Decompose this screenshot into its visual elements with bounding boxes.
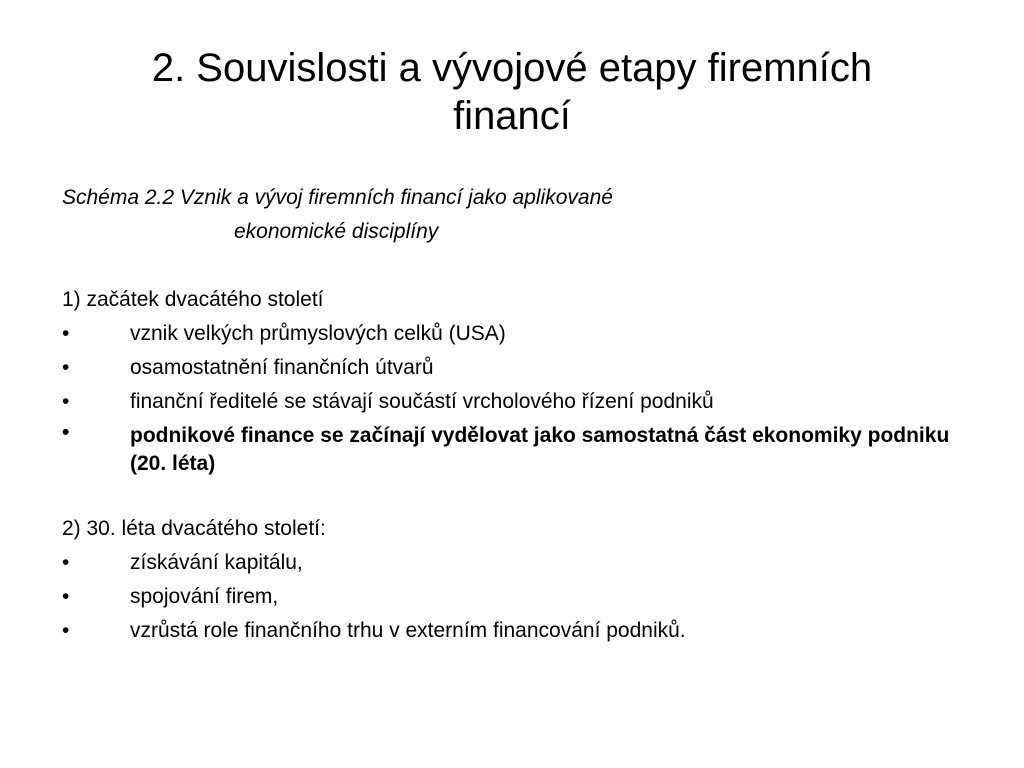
section-heading: 1) začátek dvacátého století <box>62 288 324 311</box>
bullet-text: vzrůstá role finančního trhu v externím financování podniků. <box>130 619 686 642</box>
bullet-item <box>62 385 962 419</box>
bullet-icon: • <box>62 619 70 642</box>
bullet-list <box>62 546 962 648</box>
section-1930s <box>62 512 962 648</box>
slide-title-line-2: financí <box>453 94 571 138</box>
bullet-text: osamostatnění finančních útvarů <box>130 356 434 379</box>
bullet-icon: • <box>62 585 70 608</box>
bullet-item <box>62 317 962 351</box>
bullet-item <box>62 580 962 614</box>
bullet-text: podnikové finance se začínají vydělovat jako samostatná část ekonomiky podniku (20. léta) <box>130 424 950 475</box>
bullet-icon: • <box>62 356 70 379</box>
schema-caption <box>62 181 962 249</box>
bullet-item <box>62 614 962 648</box>
bullet-list <box>62 317 962 481</box>
slide-title <box>60 44 964 140</box>
bullet-text: získávání kapitálu, <box>130 551 303 574</box>
bullet-item-emphasized <box>62 419 962 481</box>
bullet-item <box>62 351 962 385</box>
bullet-icon: • <box>62 322 70 345</box>
bullet-icon: • <box>62 421 70 444</box>
schema-caption-line-2: ekonomické disciplíny <box>234 220 439 243</box>
bullet-text: spojování firem, <box>130 585 279 608</box>
section-heading: 2) 30. léta dvacátého století: <box>62 517 326 540</box>
bullet-icon: • <box>62 390 70 413</box>
schema-caption-line-1: Schéma 2.2 Vznik a vývoj firemních financí jako aplikované <box>62 186 613 209</box>
section-early-20th-century <box>62 283 962 481</box>
slide-title-line-1: 2. Souvislosti a vývojové etapy firemních <box>151 46 873 90</box>
bullet-icon: • <box>62 551 70 574</box>
bullet-item <box>62 546 962 580</box>
bullet-text: finanční ředitelé se stávají součástí vrcholového řízení podniků <box>130 390 714 413</box>
bullet-text: vznik velkých průmyslových celků (USA) <box>130 322 506 345</box>
